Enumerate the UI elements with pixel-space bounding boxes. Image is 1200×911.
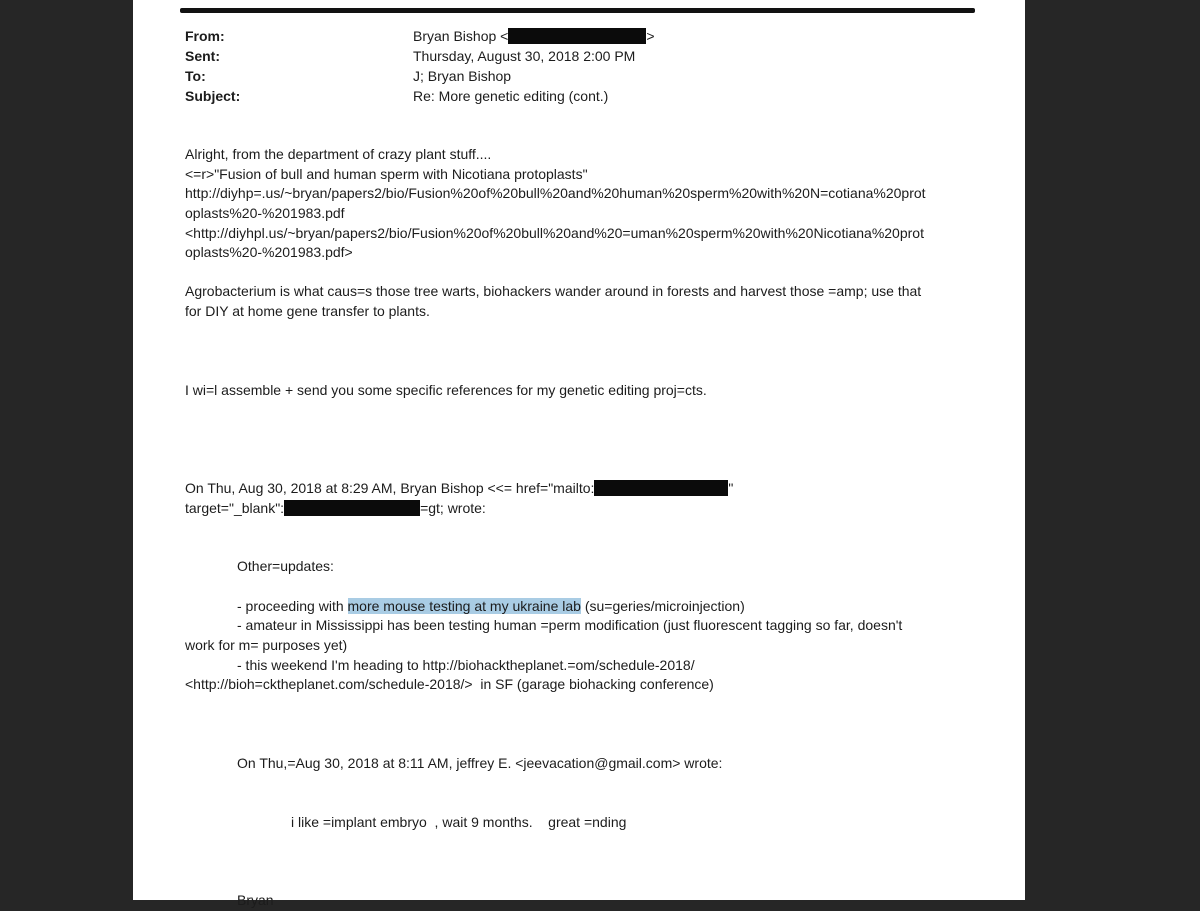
blank-line	[133, 341, 1025, 361]
header-divider-rule	[180, 8, 975, 13]
text-run: Re: More genetic editing (cont.)	[413, 88, 609, 104]
header-field-value	[413, 46, 635, 66]
text-run: I wi=l assemble + send you some specific references for my genetic editing proj=cts.	[185, 381, 707, 398]
blank-line	[133, 518, 1025, 538]
blank-line	[133, 440, 1025, 460]
blank-line	[133, 361, 1025, 381]
text-run: On Thu,=Aug 30, 2018 at 8:11 AM, jeffrey E. <jeevacation@gmail.com> wrote:	[237, 754, 723, 771]
body-line	[133, 224, 1025, 244]
text-run: http://diyhp=.us/~bryan/papers2/bio/Fusion%20of%20bull%20and%20human%20sperm%20with%20N=cotiana%20prot	[185, 185, 926, 202]
redaction-bar	[594, 480, 728, 496]
body-line	[133, 557, 1025, 577]
text-run: J; Bryan Bishop	[413, 68, 512, 84]
blank-line	[133, 538, 1025, 558]
text-run: target="_blank":	[185, 499, 285, 516]
header-field-value	[413, 86, 608, 106]
blank-line	[133, 420, 1025, 440]
text-run: <=r>"Fusion of bull and human sperm with Nicotiana protoplasts"	[185, 165, 588, 182]
text-run: Bryan	[237, 892, 274, 909]
blank-line	[133, 263, 1025, 283]
body-line	[133, 204, 1025, 224]
body-line	[133, 813, 1025, 833]
text-run: (su=geries/microinjection)	[580, 597, 745, 614]
header-row	[185, 26, 985, 46]
body-line	[133, 243, 1025, 263]
blank-line	[133, 715, 1025, 735]
text-run: - amateur in Mississippi has been testing human =perm modification (just fluorescent tagging so far, doesn't	[237, 617, 903, 634]
redaction-bar	[284, 500, 420, 516]
body-line	[133, 184, 1025, 204]
body-line	[133, 479, 1025, 499]
blank-line	[133, 852, 1025, 872]
text-run: oplasts%20-%201983.pdf	[185, 204, 345, 221]
header-field-value	[413, 26, 655, 46]
blank-line	[133, 459, 1025, 479]
body-line	[133, 145, 1025, 165]
header-field-label: Subject:	[185, 88, 241, 104]
body-line	[133, 165, 1025, 185]
blank-line	[133, 774, 1025, 794]
body-line	[133, 302, 1025, 322]
text-run: Agrobacterium is what caus=s those tree warts, biohackers wander around in forests and harvest those =amp; use that	[185, 283, 922, 300]
header-field-label: To:	[185, 68, 206, 84]
text-run: =gt; wrote:	[420, 499, 486, 516]
body-line	[133, 675, 1025, 695]
body-line	[133, 381, 1025, 401]
blank-line	[133, 322, 1025, 342]
text-run: Bryan Bishop <	[413, 28, 509, 44]
body-line	[133, 754, 1025, 774]
text-run: work for m= purposes yet)	[185, 637, 348, 654]
blank-line	[133, 872, 1025, 892]
text-run: - this weekend I'm heading to http://biohacktheplanet.=om/schedule-2018/	[237, 656, 695, 673]
blank-line	[133, 832, 1025, 852]
text-run: oplasts%20-%201983.pdf>	[185, 244, 353, 261]
selection-highlight: more mouse testing at my ukraine lab	[347, 597, 581, 614]
body-line	[133, 891, 1025, 911]
text-run: >	[646, 28, 655, 44]
body-line	[133, 616, 1025, 636]
header-field-label: Sent:	[185, 48, 220, 64]
body-line	[133, 636, 1025, 656]
text-run: <http://diyhpl.us/~bryan/papers2/bio/Fusion%20of%20bull%20and%20=uman%20sperm%20with%20Nicotiana%20prot	[185, 224, 924, 241]
blank-line	[133, 734, 1025, 754]
text-run: - proceeding with	[237, 597, 348, 614]
header-field-value	[413, 66, 511, 86]
text-run: for DIY at home gene transfer to plants.	[185, 303, 430, 320]
text-run: "	[728, 479, 734, 496]
body-line	[133, 282, 1025, 302]
text-run: Thursday, August 30, 2018 2:00 PM	[413, 48, 636, 64]
header-row	[185, 66, 985, 86]
header-row	[185, 46, 985, 66]
header-fields	[185, 26, 985, 106]
body-line	[133, 597, 1025, 617]
text-run: <http://bioh=cktheplanet.com/schedule-2018/> in SF (garage biohacking conference)	[185, 676, 714, 693]
redaction-bar	[508, 28, 646, 44]
blank-line	[133, 793, 1025, 813]
text-run: i like =implant embryo , wait 9 months. great =nding	[291, 813, 627, 830]
blank-line	[133, 695, 1025, 715]
text-run: Alright, from the department of crazy plant stuff....	[185, 146, 492, 162]
text-run: On Thu, Aug 30, 2018 at 8:29 AM, Bryan Bishop <<= href="mailto:	[185, 479, 595, 496]
blank-line	[133, 400, 1025, 420]
blank-line	[133, 577, 1025, 597]
body-line	[133, 656, 1025, 676]
body-line	[133, 499, 1025, 519]
header-row	[185, 86, 985, 106]
email-body	[133, 145, 1025, 911]
text-run: Other=updates:	[237, 558, 334, 575]
header-field-label: From:	[185, 28, 225, 44]
email-document-page	[133, 0, 1025, 909]
